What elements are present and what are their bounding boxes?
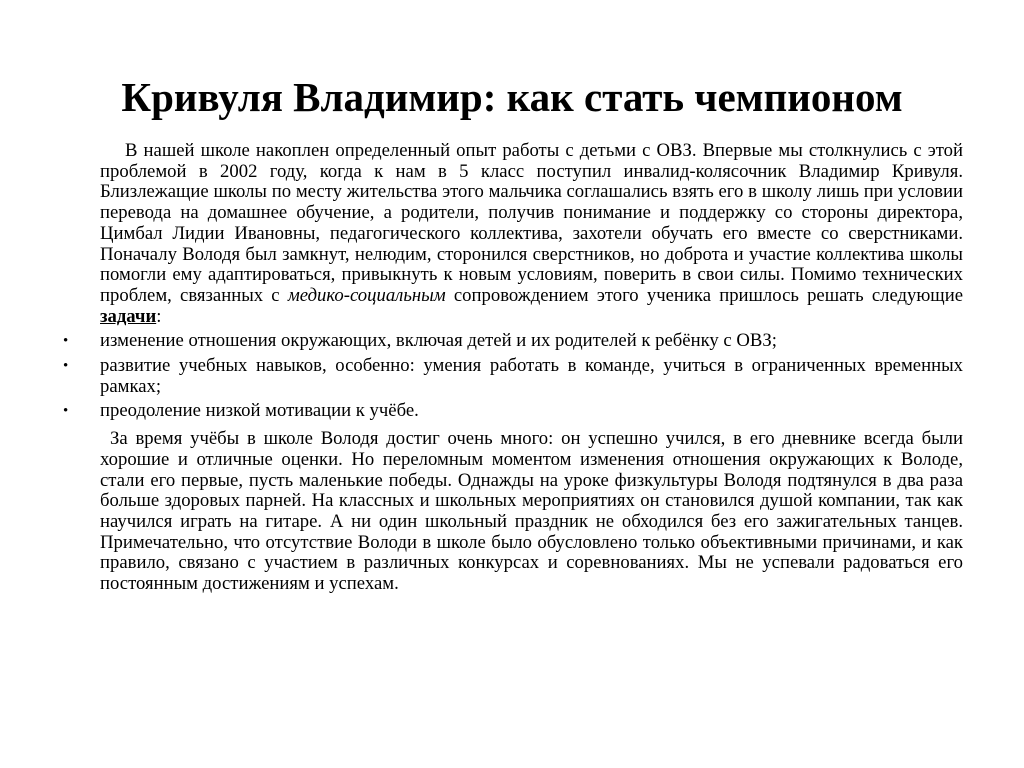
task-list-item xyxy=(63,330,963,352)
task-list-item xyxy=(63,355,963,397)
bullet-icon: • xyxy=(63,358,69,375)
task-text: развитие учебных навыков, особенно: умения работать в команде, учиться в ограниченных временных рамках; xyxy=(100,355,963,397)
achievements-paragraph: За время учёбы в школе Володя достиг очень много: он успешно учился, в его дневнике всегда были хорошие и отличные оценки. Но переломным моментом изменения отношения окружающих к Володе, стали его первые, пусть маленькие победы. Однажды на уроке физкультуры Володя подтянулся в два раза больше здоровых парней. На классных и школьных мероприятиях он становился душой компании, так как научился играть на гитаре. А ни один школьный праздник не обходился без его зажигательных танцев. Примечательно, что отсутствие Володи в школе было обусловлено только объективными причинами, и как правило, связано с участием в различных конкурсах и соревнованиях. Мы не успевали радоваться его постоянным достижениям и успехам. xyxy=(100,428,963,595)
slide-title: Кривуля Владимир: как стать чемпионом xyxy=(121,74,903,120)
slide-body xyxy=(63,140,963,595)
bullet-icon: • xyxy=(63,333,69,350)
task-text: преодоление низкой мотивации к учёбе. xyxy=(100,400,419,422)
intro-text-middle: сопровождением этого ученика пришлось решать следующие xyxy=(445,284,963,306)
task-text: изменение отношения окружающих, включая детей и их родителей к ребёнку с ОВЗ; xyxy=(100,330,777,352)
task-list xyxy=(63,330,963,422)
intro-paragraph xyxy=(100,141,963,327)
task-list-item xyxy=(63,400,963,422)
intro-emphasis-tasks: задачи xyxy=(100,305,157,327)
intro-text-end: : xyxy=(156,305,162,327)
intro-italic-term: медико-социальным xyxy=(287,284,446,306)
intro-text-start: В нашей школе накоплен определенный опыт работы с детьми с ОВЗ. Впервые мы столкнулись с этой проблемой в 2002 году, когда к нам в 5 класс поступил инвалид-колясочник Владимир Кривуля. Близлежащие школы по месту жительства этого мальчика соглашались взять его в школу лишь при условии перевода на домашнее обучение, а родители, получив понимание и поддержку со стороны директора, Цимбал Лидии Ивановны, педагогического коллектива, захотели обучать его вместе со сверстниками. Поначалу Володя был замкнут, нелюдим, сторонился сверстников, но доброта и участие коллектива школы помогли ему адаптироваться, привыкнуть к новым условиям, поверить в свои силы. Помимо технических проблем, связанных с xyxy=(100,140,963,306)
bullet-icon: • xyxy=(63,403,69,420)
